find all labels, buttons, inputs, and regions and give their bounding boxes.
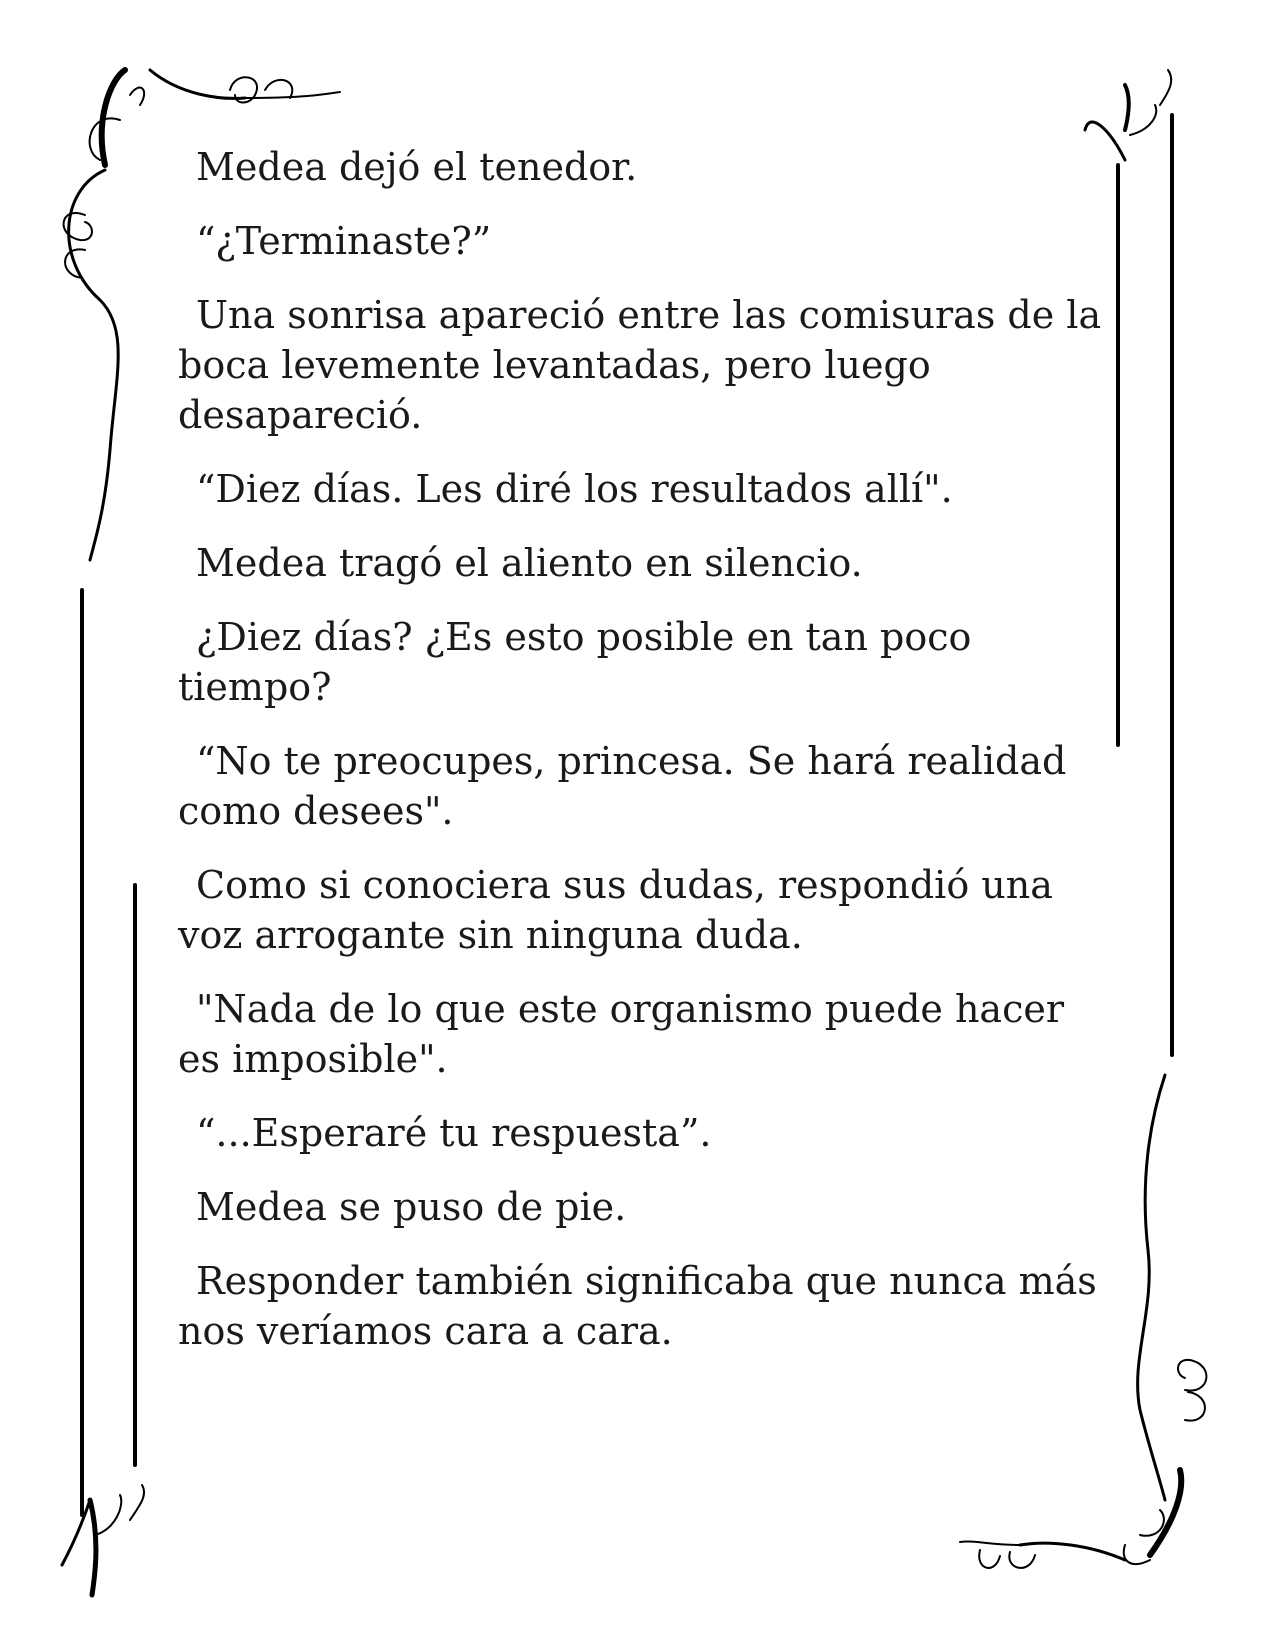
paragraph-9: "Nada de lo que este organismo puede hacer es imposible". (178, 987, 1065, 1081)
paragraph-4: “Diez días. Les diré los resultados allí". (196, 467, 953, 511)
paragraph-11: Medea se puso de pie. (196, 1185, 627, 1229)
paragraph-8: Como si conociera sus dudas, respondió una voz arrogante sin ninguna duda. (178, 863, 1053, 957)
story-text (178, 142, 1108, 1380)
paragraph-5: Medea tragó el aliento en silencio. (196, 541, 863, 585)
paragraph-7: “No te preocupes, princesa. Se hará realidad como desees". (178, 739, 1067, 833)
paragraph-3: Una sonrisa apareció entre las comisuras de la boca levemente levantadas, pero luego desapareció. (178, 293, 1102, 437)
paragraph-1: Medea dejó el tenedor. (196, 145, 638, 189)
paragraph-2: “¿Terminaste?” (196, 219, 492, 263)
flourish-bottom-left-icon (62, 1485, 144, 1595)
paragraph-6: ¿Diez días? ¿Es esto posible en tan poco tiempo? (178, 615, 972, 709)
paragraph-10: “...Esperaré tu respuesta”. (196, 1111, 712, 1155)
paragraph-12: Responder también significaba que nunca más nos veríamos cara a cara. (178, 1259, 1097, 1353)
